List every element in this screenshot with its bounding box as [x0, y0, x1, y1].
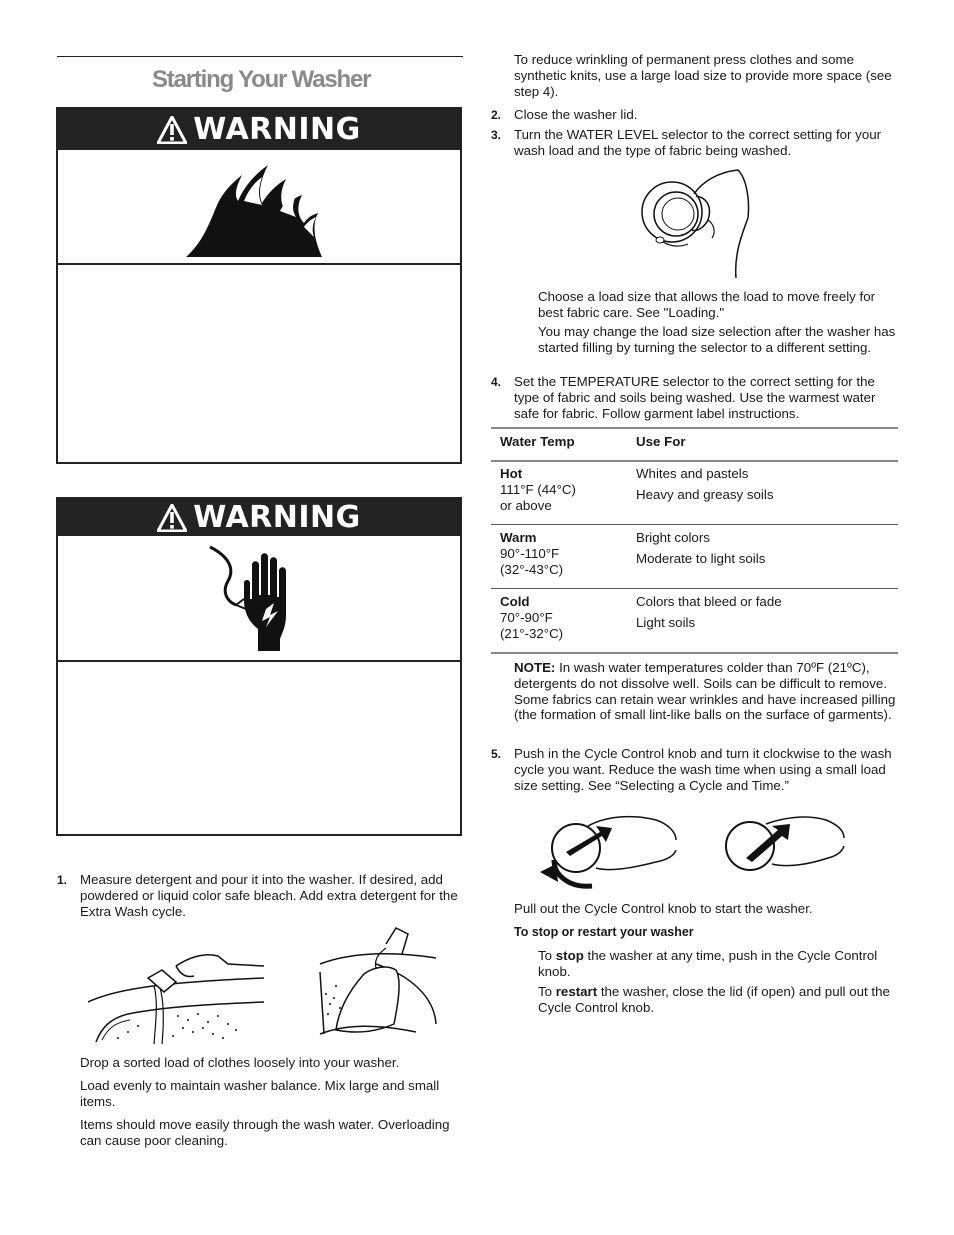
use-for-item: Heavy and greasy soils [636, 487, 774, 502]
stop-restart-heading: To stop or restart your washer [514, 925, 694, 939]
step-3-text: Turn the WATER LEVEL selector to the correct setting for your wash load and the type of fabric being washed. [514, 127, 882, 158]
temp-range: (32°-43°C) [500, 562, 564, 577]
step-1-paragraph: Items should move easily through the wash water. Overloading can cause poor cleaning. [80, 1117, 450, 1148]
use-for-item: Moderate to light soils [636, 551, 766, 566]
warning-divider [58, 660, 460, 662]
step-3-paragraph: You may change the load size selection after the washer has started filling by turning the selector to a different setting. [538, 324, 896, 355]
alert-triangle-icon [157, 116, 187, 144]
temp-name: Warm [500, 530, 537, 545]
temp-name: Cold [500, 594, 530, 609]
note-paragraph [514, 660, 898, 723]
step-number: 2. [491, 108, 502, 122]
stop-word: stop [555, 948, 584, 963]
fire-icon [184, 161, 324, 259]
table-rule [491, 524, 898, 525]
step-1-paragraph: Drop a sorted load of clothes loosely into your washer. [80, 1055, 400, 1070]
column-header-water-temp: Water Temp [500, 434, 575, 449]
load-clothes-illustration [316, 924, 438, 1046]
step-3-paragraph: Choose a load size that allows the load to move freely for best fabric care. See "Loading." [538, 289, 876, 320]
warning-label: WARNING [193, 499, 361, 535]
use-for-item: Bright colors [636, 530, 710, 545]
fire-warning-box [56, 107, 462, 464]
restart-post: the washer, close the lid (if open) and pull out the Cycle Control knob. [538, 984, 890, 1015]
table-rule [491, 652, 898, 654]
table-rule [491, 588, 898, 589]
step-number: 5. [491, 747, 502, 761]
use-for-item: Colors that bleed or fade [636, 594, 782, 609]
restart-word: restart [555, 984, 598, 999]
note-label: NOTE: [514, 660, 556, 675]
pull-knob-illustration [722, 810, 846, 880]
step-number: 1. [57, 873, 68, 887]
water-level-knob-illustration [638, 168, 754, 280]
push-turn-knob-illustration [536, 806, 678, 898]
temp-range: or above [500, 498, 552, 513]
table-rule [491, 460, 898, 462]
step-2-text: Close the washer lid. [514, 107, 638, 122]
warning-header [58, 499, 460, 536]
warning-label: WARNING [193, 111, 361, 147]
use-for-item: Whites and pastels [636, 466, 749, 481]
stop-pre: To [538, 948, 556, 963]
electric-shock-hand-icon [206, 543, 306, 653]
temp-range: 70°-90°F [500, 610, 553, 625]
step-1-text: Measure detergent and pour it into the washer. If desired, add powdered or liquid color safe bleach. Add extra detergent for the Extra Wash cycle. [80, 872, 458, 919]
shock-warning-box [56, 497, 462, 836]
pour-detergent-illustration [88, 940, 266, 1046]
warning-divider [58, 263, 460, 265]
use-for-item: Light soils [636, 615, 696, 630]
step-1-paragraph: Load evenly to maintain washer balance. Mix large and small items. [80, 1078, 440, 1109]
step-5-text: Push in the Cycle Control knob and turn it clockwise to the wash cycle you want. Reduce the wash time when using a small load size setting. See “Selecting a Cycle and Time.” [514, 746, 892, 793]
note-text: In wash water temperatures colder than 70ºF (21ºC), detergents do not dissolve well. Soils can be difficult to remove. Some fabrics can retain wear wrinkles and have increased pilling (the formation of small lint-like balls on the surface of garments). [514, 660, 896, 723]
table-rule [491, 427, 898, 429]
alert-triangle-icon [157, 504, 187, 532]
step-number: 4. [491, 375, 502, 389]
stop-paragraph [538, 948, 900, 980]
step-5-paragraph: Pull out the Cycle Control knob to start the washer. [514, 901, 813, 916]
column-header-use-for: Use For [636, 434, 686, 449]
page-title: Starting Your Washer [152, 66, 371, 93]
step-4-text: Set the TEMPERATURE selector to the correct setting for the type of fabric and soils being washed. Use the warmest water safe for fabric. Follow garment label instructions. [514, 374, 876, 421]
temp-range: 90°-110°F [500, 546, 560, 561]
temp-range: (21°-32°C) [500, 626, 564, 641]
wrinkle-paragraph: To reduce wrinkling of permanent press clothes and some synthetic knits, use a large load size to provide more space (see step 4). [514, 52, 892, 99]
temp-name: Hot [500, 466, 523, 481]
restart-pre: To [538, 984, 556, 999]
restart-paragraph [538, 984, 900, 1016]
top-rule [57, 56, 463, 57]
warning-header [58, 109, 460, 150]
step-number: 3. [491, 128, 502, 142]
temp-range: 111°F (44°C) [500, 482, 576, 497]
stop-post: the washer at any time, push in the Cycle Control knob. [538, 948, 878, 979]
